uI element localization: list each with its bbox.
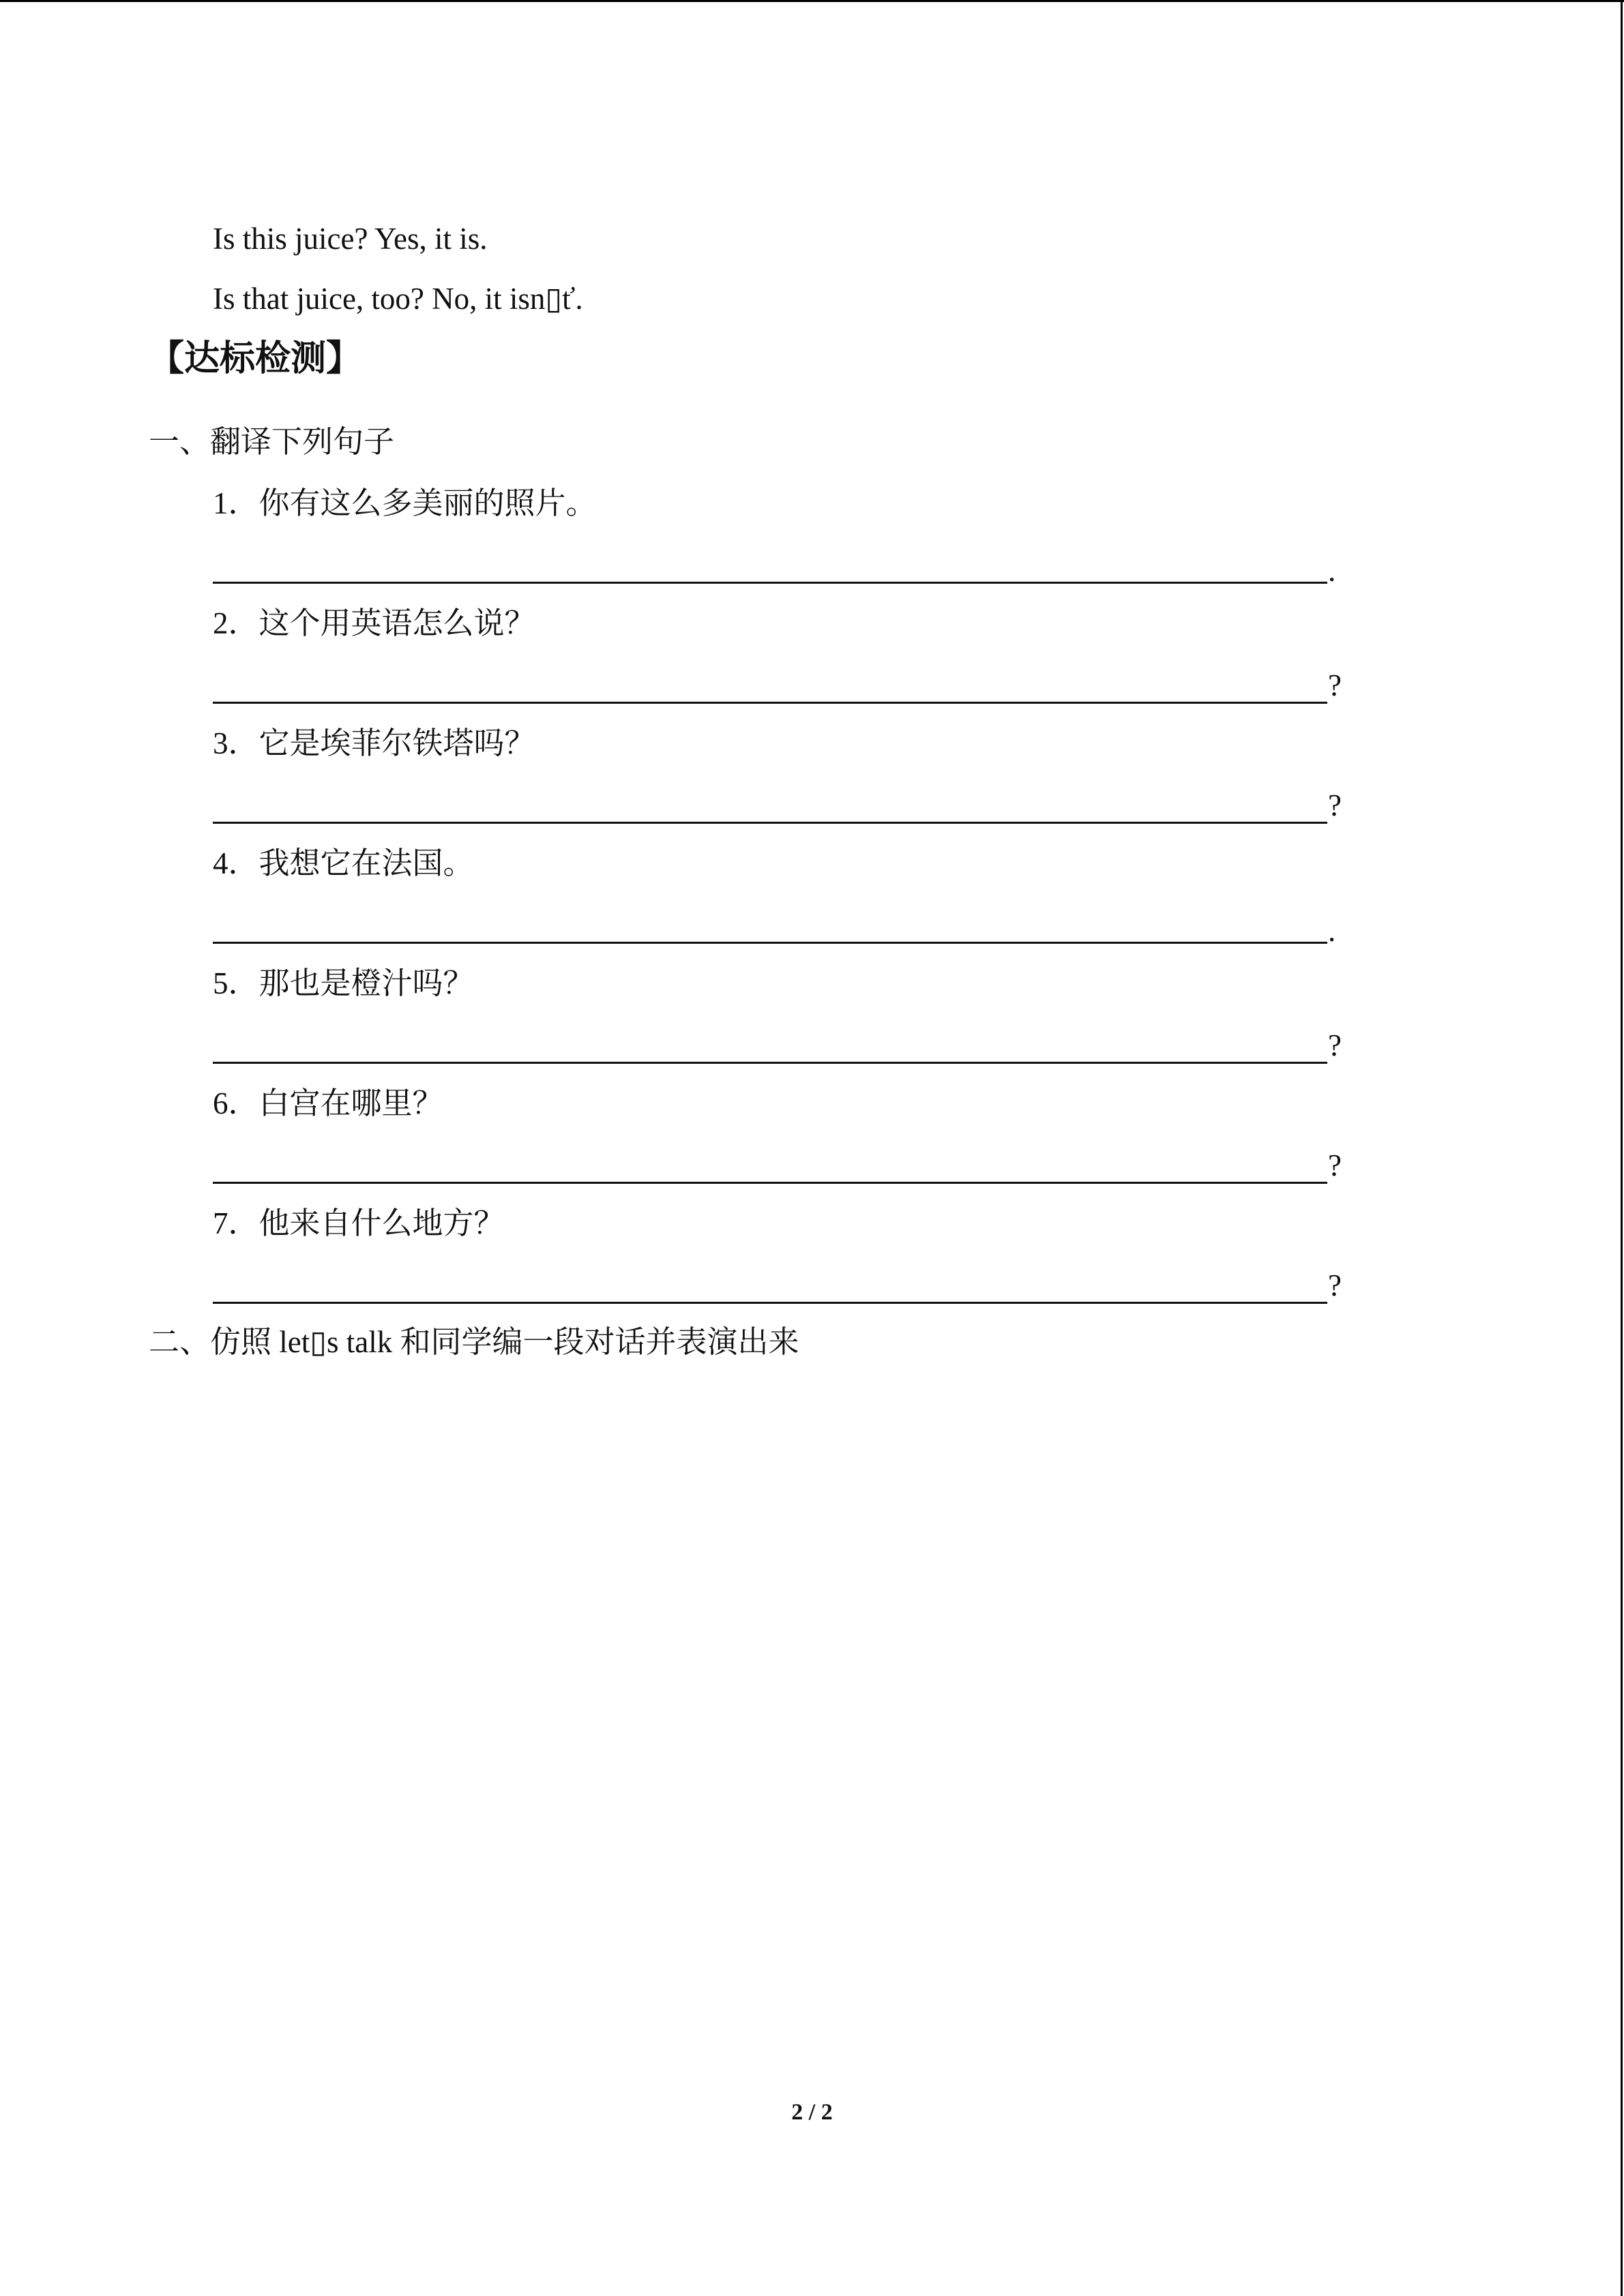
question-number: 7． bbox=[213, 1206, 259, 1240]
answer-line-6[interactable] bbox=[213, 1182, 1327, 1184]
section-heading: 【达标检测】 bbox=[149, 338, 362, 379]
part2-title: 二、仿照 let▯s talk 和同学编一段对话并表演出来 bbox=[149, 1325, 799, 1359]
page-right-border bbox=[1621, 0, 1623, 2296]
question-6 bbox=[213, 1084, 443, 1122]
question-number: 2． bbox=[213, 606, 259, 640]
question-5 bbox=[213, 964, 474, 1002]
page-top-border bbox=[0, 0, 1624, 2]
question-text: 那也是橙汁吗？ bbox=[259, 966, 474, 1000]
answer-end-1: . bbox=[1328, 554, 1336, 588]
answer-line-7[interactable] bbox=[213, 1302, 1327, 1304]
answer-end-7: ? bbox=[1328, 1268, 1342, 1302]
answer-line-5[interactable] bbox=[213, 1062, 1327, 1064]
question-text: 这个用英语怎么说？ bbox=[259, 606, 535, 640]
question-4 bbox=[213, 844, 474, 882]
answer-line-2[interactable] bbox=[213, 702, 1327, 704]
answer-line-3[interactable] bbox=[213, 822, 1327, 824]
question-7 bbox=[213, 1204, 505, 1242]
answer-line-4[interactable] bbox=[213, 942, 1327, 944]
question-text: 我想它在法国。 bbox=[259, 846, 474, 880]
question-text: 他来自什么地方？ bbox=[259, 1206, 505, 1240]
question-number: 5． bbox=[213, 966, 259, 1000]
question-3 bbox=[213, 724, 535, 762]
example-line-1: Is this juice? Yes, it is. bbox=[213, 222, 488, 256]
question-number: 4． bbox=[213, 846, 259, 880]
question-text: 它是埃菲尔铁塔吗？ bbox=[259, 726, 535, 760]
question-1 bbox=[213, 484, 597, 522]
question-number: 1． bbox=[213, 486, 259, 520]
part1-title: 一、翻译下列句子 bbox=[149, 425, 395, 459]
question-number: 3． bbox=[213, 726, 259, 760]
answer-line-1[interactable] bbox=[213, 582, 1327, 584]
answer-end-3: ? bbox=[1328, 788, 1342, 822]
answer-end-2: ? bbox=[1328, 668, 1342, 702]
example-line-2: Is that juice, too? No, it isn▯ť. bbox=[213, 282, 583, 316]
question-text: 你有这么多美丽的照片。 bbox=[259, 486, 597, 520]
question-number: 6． bbox=[213, 1086, 259, 1120]
answer-end-5: ? bbox=[1328, 1028, 1342, 1062]
question-2 bbox=[213, 604, 535, 642]
page-number: 2 / 2 bbox=[791, 2100, 833, 2125]
answer-end-6: ? bbox=[1328, 1148, 1342, 1182]
question-text: 白宫在哪里？ bbox=[259, 1086, 443, 1120]
answer-end-4: . bbox=[1328, 914, 1336, 948]
